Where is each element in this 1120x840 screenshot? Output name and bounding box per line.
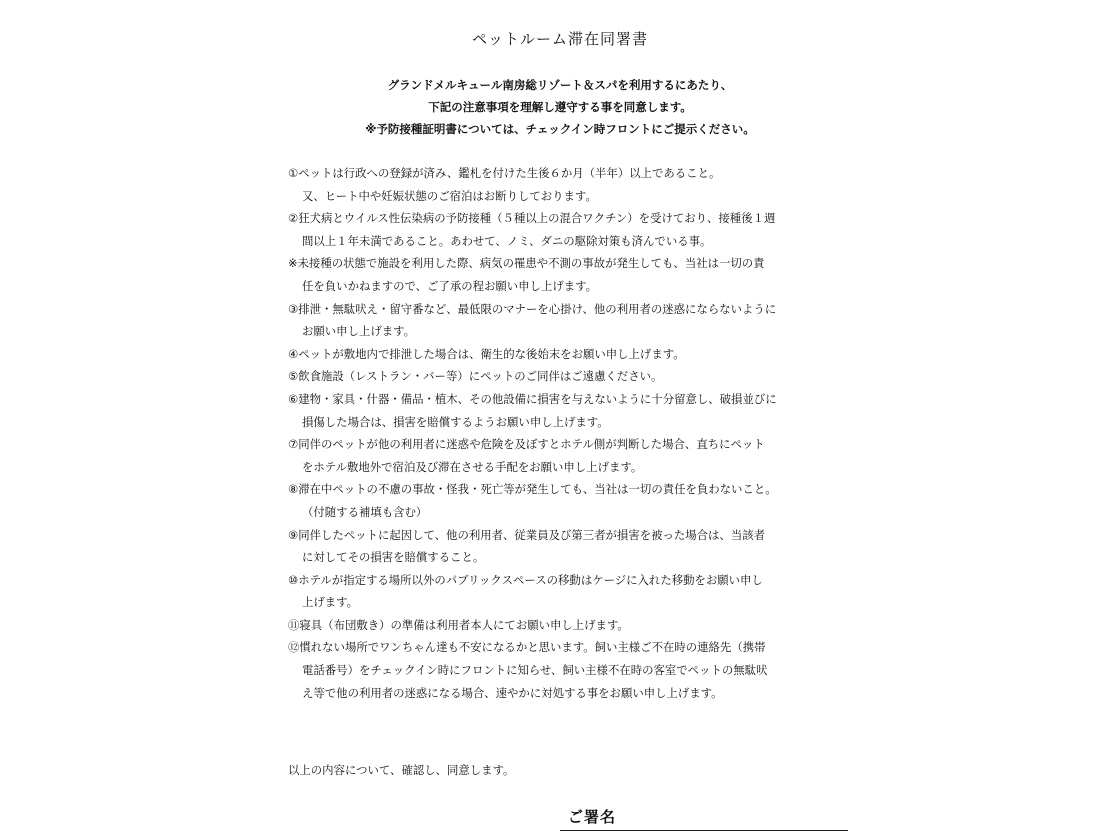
term-line: ⑧滞在中ペットの不慮の事故・怪我・死亡等が発生しても、当社は一切の責任を負わないこと。 xyxy=(288,482,777,497)
term-line: ③排泄・無駄吠え・留守番など、最低限のマナーを心掛け、他の利用者の迷惑にならないように xyxy=(288,301,777,316)
term-line: 上げます。 xyxy=(302,595,359,610)
term-line: （付随する補填も含む） xyxy=(302,504,428,519)
term-item xyxy=(288,524,848,569)
term-line: ⑥建物・家具・什器・備品・植木、その他設備に損害を与えないように十分留意し、破損並びに xyxy=(288,391,777,406)
term-item xyxy=(288,636,848,704)
term-line: ⑨同伴したペットに起因して、他の利用者、従業員及び第三者が損害を被った場合は、当該者 xyxy=(288,527,766,542)
term-line: ⑫慣れない場所でワンちゃん達も不安になるかと思います。飼い主様ご不在時の連絡先（携帯 xyxy=(288,640,766,655)
document-title: ペットルーム滞在同署書 xyxy=(471,30,648,48)
term-line: 又、ヒート中や妊娠状態のご宿泊はお断りしております。 xyxy=(302,188,597,203)
term-line: ⑦同伴のペットが他の利用者に迷惑や危険を及ぼすとホテル側が判断した場合、直ちにペット xyxy=(288,437,765,452)
term-item xyxy=(288,207,848,252)
terms-list xyxy=(288,162,848,704)
intro-line: 下記の注意事項を理解し遵守する事を同意します。 xyxy=(428,100,692,114)
term-line: え等で他の利用者の迷惑になる場合、速やかに対処する事をお願い申し上げます。 xyxy=(302,685,723,700)
intro-block xyxy=(0,74,1120,140)
term-item xyxy=(288,365,848,388)
term-item xyxy=(288,343,848,366)
term-line: に対してその損害を賠償すること。 xyxy=(302,550,485,565)
signature-field[interactable] xyxy=(560,804,848,831)
term-line: ④ペットが敷地内で排泄した場合は、衛生的な後始末をお願い申し上げます。 xyxy=(288,346,685,361)
term-line: 電話番号）をチェックイン時にフロントに知らせ、飼い主様不在時の客室でペットの無駄吠 xyxy=(302,663,768,678)
confirmation-text: 以上の内容について、確認し、同意します。 xyxy=(288,763,515,777)
term-line: ※未接種の状態で施設を利用した際、病気の罹患や不測の事故が発生しても、当社は一切の責 xyxy=(288,256,765,271)
term-line: ①ペットは行政への登録が済み、鑑札を付けた生後６か月（半年）以上であること。 xyxy=(288,166,721,180)
term-line: お願い申し上げます。 xyxy=(302,324,415,339)
term-item xyxy=(288,252,848,297)
term-item xyxy=(288,433,848,478)
term-item xyxy=(288,614,848,637)
intro-line: グランドメルキュール南房総リゾート＆スパを利用するにあたり、 xyxy=(387,78,733,92)
signature-label: ご署名 xyxy=(568,808,617,826)
term-line: ⑪寝具（布団敷き）の準備は利用者本人にてお願い申し上げます。 xyxy=(288,617,629,632)
term-item xyxy=(288,388,848,433)
term-line: をホテル敷地外で宿泊及び滞在させる手配をお願い申し上げます。 xyxy=(302,459,643,474)
term-item xyxy=(288,569,848,614)
term-line: 任を負いかねますので、ご了承の程お願い申し上げます。 xyxy=(302,278,598,293)
term-item xyxy=(288,298,848,343)
term-item xyxy=(288,478,848,523)
term-line: ②狂犬病とウイルス性伝染病の予防接種（５種以上の混合ワクチン）を受けており、接種後１週 xyxy=(288,211,776,226)
term-line: 間以上１年未満であること。あわせて、ノミ、ダニの駆除対策も済んでいる事。 xyxy=(302,233,712,248)
intro-line: ※予防接種証明書については、チェックイン時フロントにご提示ください。 xyxy=(365,122,755,136)
term-line: ⑤飲食施設（レストラン・バー等）にペットのご同伴はご遠慮ください。 xyxy=(288,369,663,384)
term-line: 損傷した場合は、損害を賠償するようお願い申し上げます。 xyxy=(302,414,609,429)
term-line: ⑩ホテルが指定する場所以外のパブリックスペースの移動はケージに入れた移動をお願い申し xyxy=(288,572,763,587)
term-item xyxy=(288,162,848,207)
